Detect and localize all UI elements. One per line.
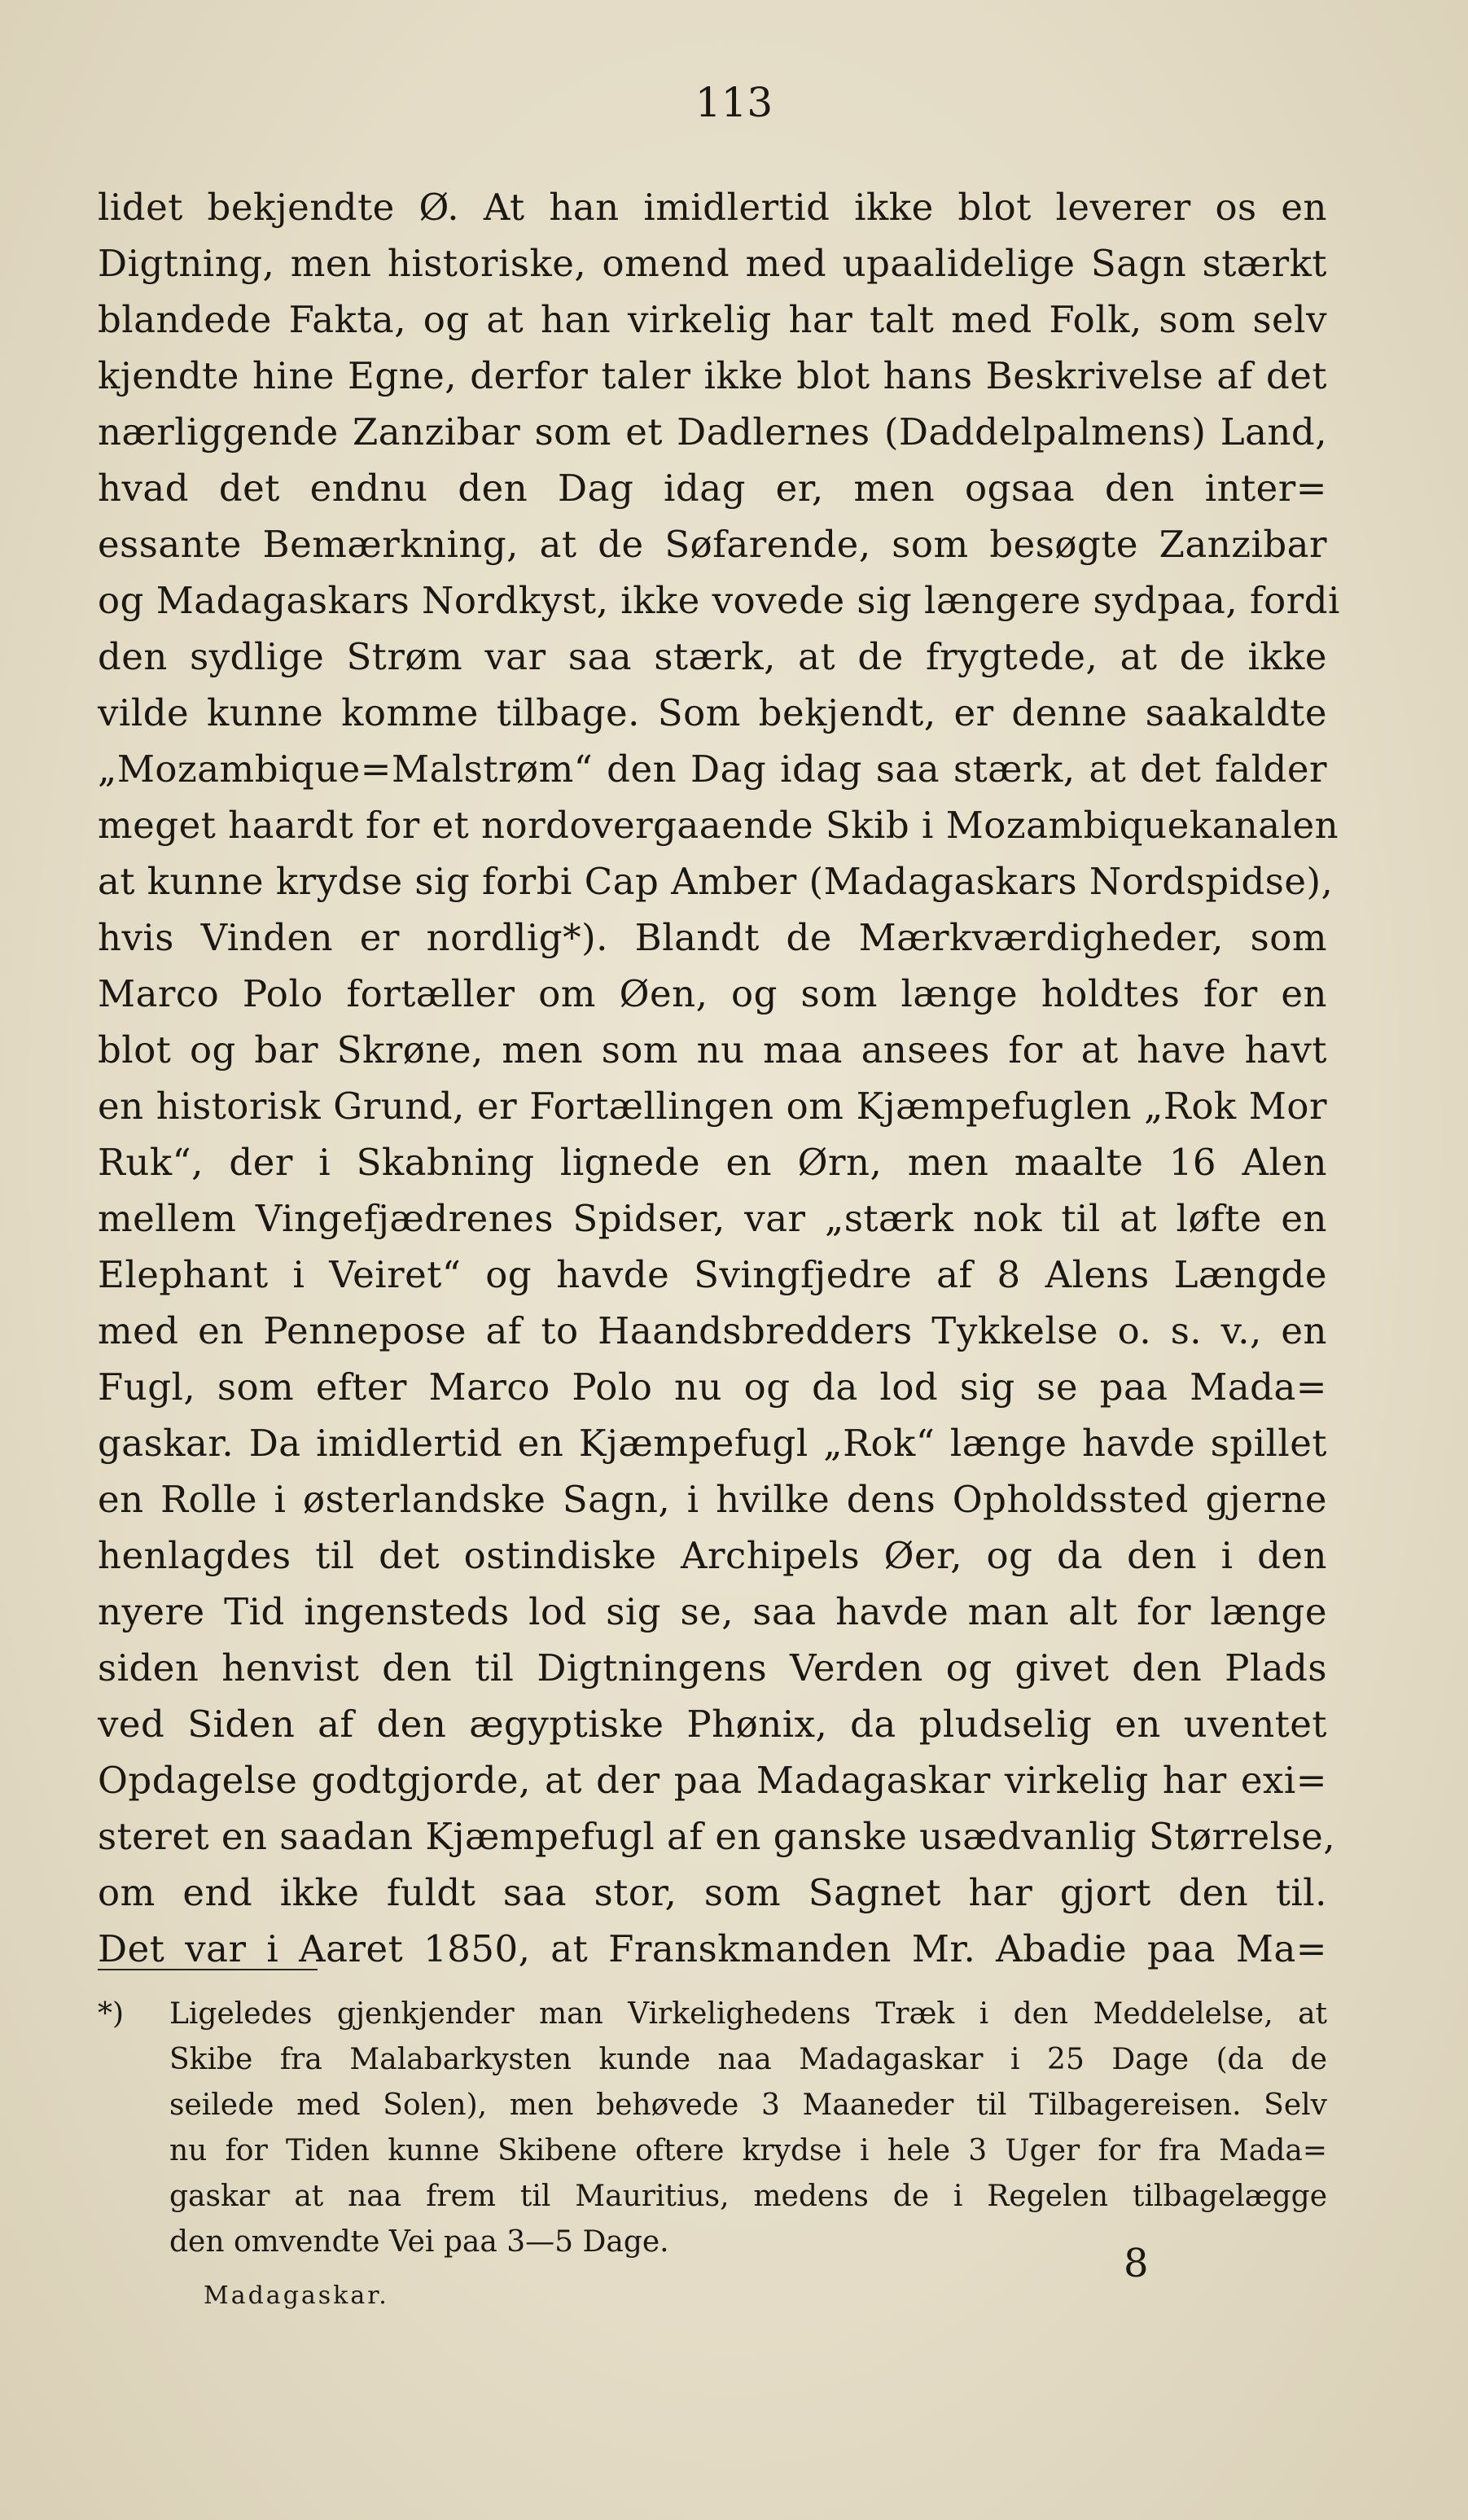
body-line: ved Siden af den ægyptiske Phønix, da pludselig en uventet bbox=[98, 1703, 1327, 1746]
footnote-line: gaskar at naa frem til Mauritius, medens de i Regelen tilbagelægge bbox=[169, 2180, 1327, 2213]
body-line: steret en saadan Kjæmpefugl af en ganske usædvanlig Størrelse, bbox=[98, 1815, 1336, 1858]
signature-mark: Madagaskar. bbox=[204, 2281, 389, 2310]
footnote-first-line bbox=[98, 1992, 1327, 2037]
body-line: vilde kunne komme tilbage. Som bekjendt, er denne saakaldte bbox=[98, 691, 1327, 734]
body-text bbox=[98, 179, 1340, 1977]
page-number: 113 bbox=[695, 79, 773, 126]
footnote-line: nu for Tiden kunne Skibene oftere krydse i hele 3 Uger for fra Mada= bbox=[169, 2134, 1327, 2167]
body-line: essante Bemærkning, at de Søfarende, som besøgte Zanzibar bbox=[98, 523, 1327, 566]
sheet-number: 8 bbox=[1124, 2241, 1149, 2286]
body-line: om end ikke fuldt saa stor, som Sagnet har gjort den til. bbox=[98, 1871, 1327, 1914]
body-line: „Mozambique=Malstrøm“ den Dag idag saa stærk, at det falder bbox=[98, 747, 1327, 791]
body-line: hvad det endnu den Dag idag er, men ogsaa den inter= bbox=[98, 467, 1327, 510]
body-line: mellem Vingefjædrenes Spidser, var „stærk nok til at løfte en bbox=[98, 1197, 1327, 1240]
body-line: Ruk“, der i Skabning lignede en Ørn, men maalte 16 Alen bbox=[98, 1141, 1327, 1184]
body-line: den sydlige Strøm var saa stærk, at de frygtede, at de ikke bbox=[98, 635, 1327, 678]
body-line: Digtning, men historiske, omend med upaalidelige Sagn stærkt bbox=[98, 242, 1327, 285]
footnote bbox=[98, 1992, 1327, 2265]
body-line: en Rolle i østerlandske Sagn, i hvilke dens Opholdssted gjerne bbox=[98, 1478, 1327, 1521]
body-line: blandede Fakta, og at han virkelig har talt med Folk, som selv bbox=[98, 298, 1327, 341]
body-line: Elephant i Veiret“ og havde Svingfjedre af 8 Alens Længde bbox=[98, 1253, 1327, 1296]
body-line: en historisk Grund, er Fortællingen om Kjæmpefuglen „Rok Mor bbox=[98, 1085, 1327, 1128]
body-line: meget haardt for et nordovergaaende Skib i Mozambiquekanalen bbox=[98, 804, 1339, 847]
footnote-marker: *) bbox=[98, 1997, 125, 2031]
footnote-line: Ligeledes gjenkjender man Virkelighedens Træk i den Meddelelse, at bbox=[169, 1997, 1327, 2031]
footnote-line: seilede med Solen), men behøvede 3 Maaneder til Tilbagereisen. Selv bbox=[169, 2088, 1327, 2122]
body-line: med en Pennepose af to Haandsbredders Tykkelse o. s. v., en bbox=[98, 1309, 1327, 1352]
body-line: Fugl, som efter Marco Polo nu og da lod sig se paa Mada= bbox=[98, 1365, 1327, 1409]
body-line: blot og bar Skrøne, men som nu maa ansees for at have havt bbox=[98, 1028, 1327, 1072]
body-line: Det var i Aaret 1850, at Franskmanden Mr. Abadie paa Ma= bbox=[98, 1927, 1327, 1970]
footnote-divider bbox=[98, 1969, 318, 1970]
body-line: nærliggende Zanzibar som et Dadlernes (Daddelpalmens) Land, bbox=[98, 410, 1327, 454]
body-line: og Madagaskars Nordkyst, ikke vovede sig længere sydpaa, fordi bbox=[98, 579, 1340, 622]
body-line: at kunne krydse sig forbi Cap Amber (Madagaskars Nordspidse), bbox=[98, 860, 1334, 903]
body-line: henlagdes til det ostindiske Archipels Øer, og da den i den bbox=[98, 1534, 1327, 1577]
body-line: gaskar. Da imidlertid en Kjæmpefugl „Rok“ længe havde spillet bbox=[98, 1422, 1327, 1465]
footnote-line: den omvendte Vei paa 3—5 Dage. bbox=[169, 2225, 669, 2259]
body-line: Marco Polo fortæller om Øen, og som længe holdtes for en bbox=[98, 972, 1327, 1015]
body-line: siden henvist den til Digtningens Verden og givet den Plads bbox=[98, 1646, 1327, 1689]
body-line: lidet bekjendte Ø. At han imidlertid ikke blot leverer os en bbox=[98, 186, 1327, 229]
body-line: nyere Tid ingensteds lod sig se, saa havde man alt for længe bbox=[98, 1590, 1327, 1633]
body-line: kjendte hine Egne, derfor taler ikke blot hans Beskrivelse af det bbox=[98, 354, 1327, 397]
body-line: Opdagelse godtgjorde, at der paa Madagaskar virkelig har exi= bbox=[98, 1759, 1327, 1802]
footnote-line: Skibe fra Malabarkysten kunde naa Madagaskar i 25 Dage (da de bbox=[169, 2043, 1327, 2076]
body-line: hvis Vinden er nordlig*). Blandt de Mærkværdigheder, som bbox=[98, 916, 1327, 959]
